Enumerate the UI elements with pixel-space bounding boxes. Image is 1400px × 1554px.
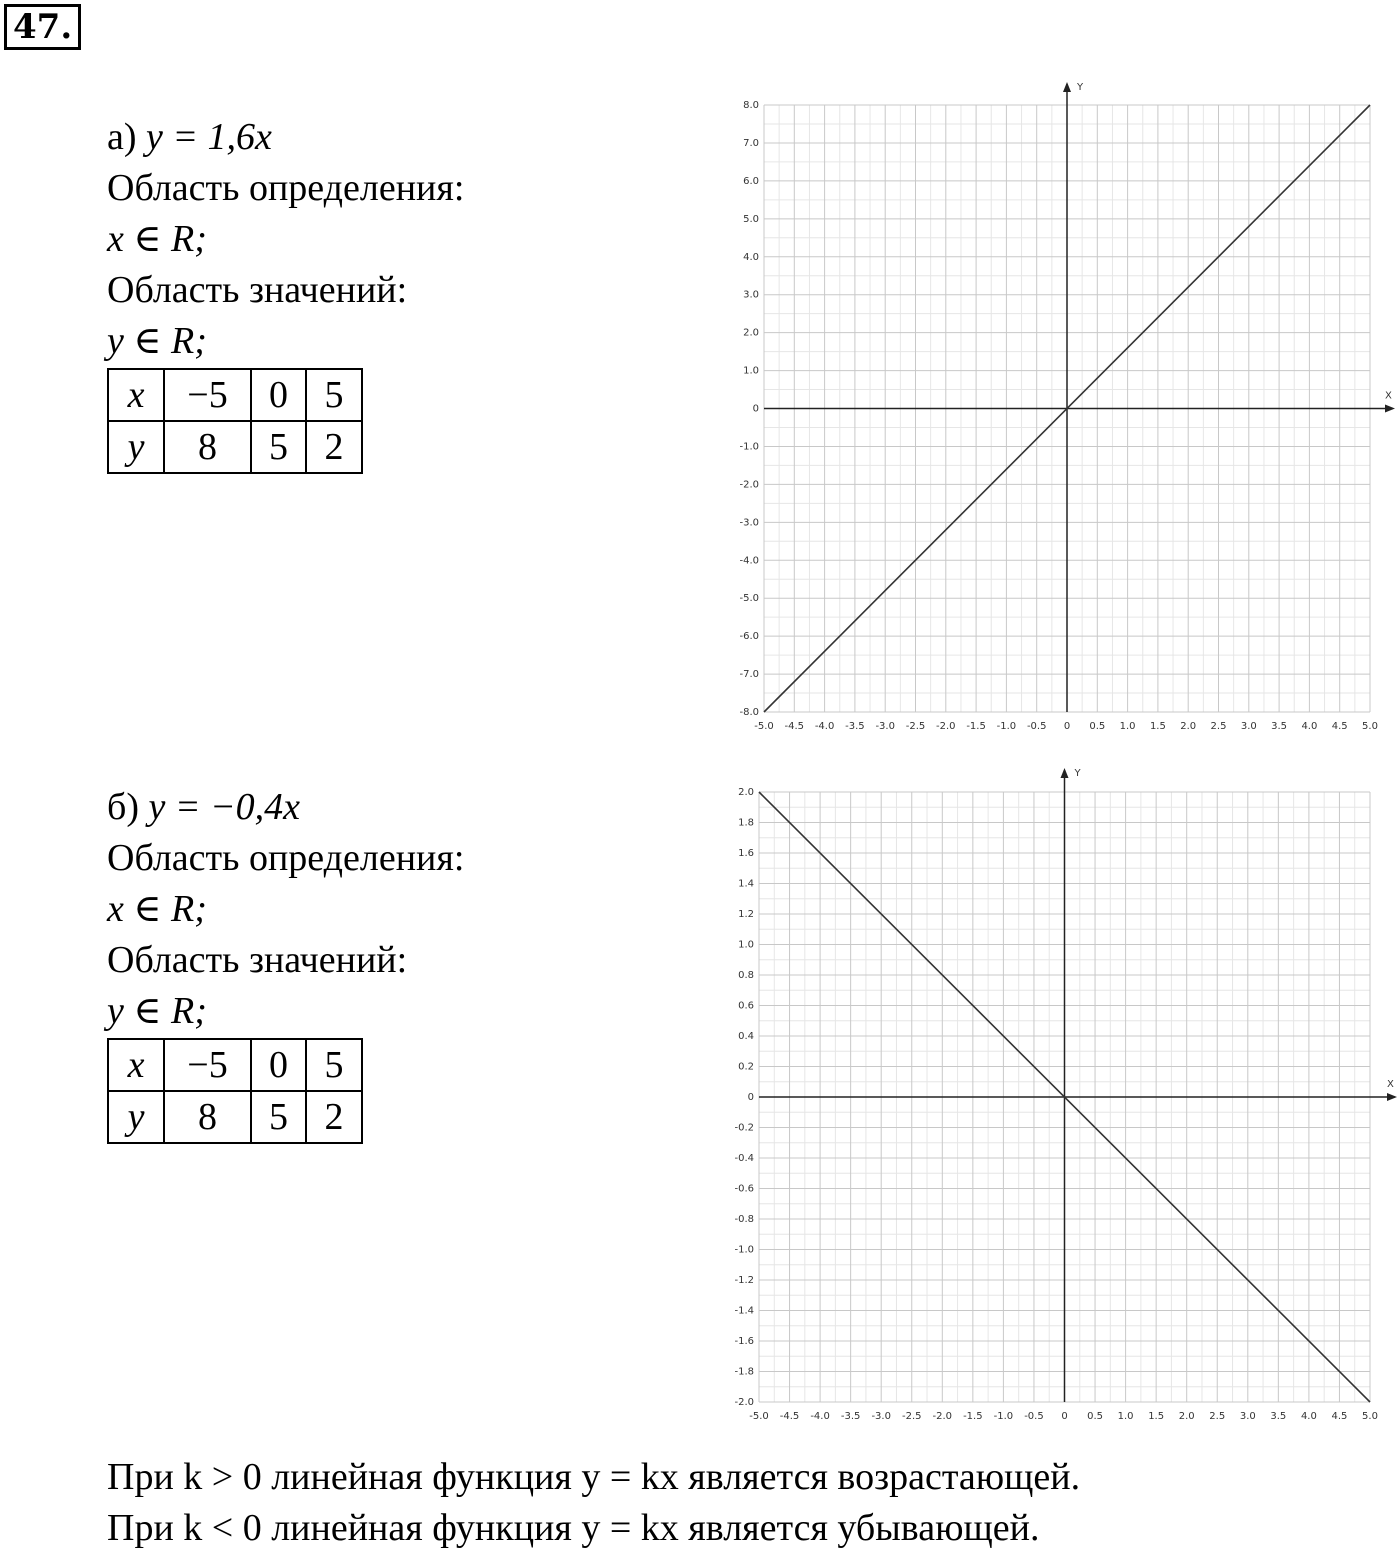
y-axis-label: Y: [1077, 82, 1084, 93]
table-cell: 2: [306, 1091, 362, 1143]
table-cell: 5: [306, 369, 362, 421]
x-tick-label: 1.0: [1119, 721, 1136, 732]
table-cell: 5: [251, 1091, 306, 1143]
x-tick-label: 5.0: [1362, 1411, 1378, 1422]
y-tick-label: -1.6: [734, 1336, 754, 1347]
x-tick-label: -3.5: [845, 721, 865, 732]
y-tick-label: 6.0: [743, 175, 759, 187]
y-tick-label: 2.0: [743, 327, 759, 339]
y-tick-label: -1.4: [734, 1305, 754, 1317]
x-tick-label: 3.0: [1239, 1411, 1256, 1422]
y-tick-label: -1.0: [739, 441, 759, 453]
y-tick-label: 0.2: [738, 1061, 754, 1073]
table-cell: −5: [164, 1039, 251, 1091]
y-tick-label: 0.6: [738, 1000, 754, 1012]
x-tick-label: -4.0: [814, 721, 835, 732]
table-header-y: y: [108, 1091, 164, 1143]
part-b-range-value: y ∈ R;: [107, 990, 207, 1032]
y-tick-label: 1.2: [738, 909, 754, 920]
y-tick-label: 5.0: [743, 213, 759, 225]
table-cell: 5: [306, 1039, 362, 1091]
y-tick-label: 1.0: [738, 939, 754, 951]
x-tick-label: -3.0: [871, 1411, 891, 1422]
x-tick-label: -1.0: [993, 1411, 1014, 1422]
table-header-x: x: [108, 1039, 164, 1091]
table-header-x: x: [108, 369, 164, 421]
table-cell: 2: [306, 421, 362, 473]
x-tick-label: 0.5: [1089, 721, 1106, 732]
x-axis-arrow-icon: [1387, 1093, 1397, 1101]
part-a-range-value: y ∈ R;: [107, 320, 207, 362]
y-tick-label: 1.8: [738, 817, 754, 829]
x-tick-label: -1.5: [963, 1411, 983, 1422]
x-axis-label: X: [1385, 390, 1392, 402]
table-cell: 5: [251, 421, 306, 473]
x-tick-label: -4.0: [810, 1411, 830, 1422]
x-tick-label: -3.5: [840, 1411, 861, 1422]
x-tick-label: -1.0: [996, 721, 1017, 732]
part-b-label: б): [107, 786, 139, 828]
x-tick-label: -0.5: [1024, 1411, 1044, 1422]
y-tick-label: 0: [747, 1092, 754, 1103]
x-tick-label: 0: [1063, 721, 1071, 732]
y-tick-label: -3.0: [739, 517, 759, 529]
y-axis-arrow-icon: [1061, 768, 1069, 778]
y-tick-label: 8.0: [743, 100, 759, 111]
y-tick-label: 1.6: [738, 848, 754, 859]
x-tick-label: 1.5: [1149, 721, 1166, 732]
y-tick-label: 3.0: [743, 289, 759, 301]
x-tick-label: 0.5: [1087, 1411, 1104, 1422]
y-tick-label: 2.0: [738, 787, 754, 798]
x-tick-label: 3.5: [1271, 721, 1288, 732]
y-tick-label: -8.0: [739, 707, 759, 718]
conclusion-decreasing: При k < 0 линейная функция y = kx является убывающей.: [107, 1507, 1040, 1549]
part-a-range-label: Область значений:: [107, 269, 408, 311]
x-tick-label: -2.0: [936, 721, 956, 732]
part-a-label: а): [107, 116, 137, 158]
x-tick-label: -5.0: [754, 721, 774, 732]
y-tick-label: -1.0: [734, 1244, 754, 1256]
x-tick-label: -5.0: [749, 1411, 769, 1422]
x-tick-label: 0: [1061, 1411, 1068, 1422]
x-tick-label: -2.0: [932, 1411, 953, 1422]
x-tick-label: 1.0: [1117, 1411, 1134, 1422]
part-b-domain-value: x ∈ R;: [107, 888, 207, 930]
part-a-domain-value: x ∈ R;: [107, 218, 207, 260]
x-tick-label: -4.5: [779, 1411, 800, 1422]
y-tick-label: 1.0: [743, 365, 759, 377]
x-tick-label: 4.5: [1331, 1411, 1348, 1422]
x-tick-label: -0.5: [1026, 721, 1047, 732]
y-tick-label: -7.0: [739, 669, 759, 681]
x-tick-label: -2.5: [901, 1411, 922, 1422]
y-tick-label: 1.4: [738, 878, 754, 890]
x-tick-label: 2.5: [1209, 1411, 1226, 1422]
conclusion-increasing: При k > 0 линейная функция y = kx является возрастающей.: [107, 1456, 1081, 1498]
table-cell: 0: [251, 369, 306, 421]
x-tick-label: 4.5: [1331, 721, 1348, 732]
x-tick-label: -1.5: [966, 721, 986, 732]
y-tick-label: -2.0: [734, 1397, 754, 1408]
y-tick-label: 0.4: [738, 1031, 754, 1042]
x-tick-label: -4.5: [784, 721, 805, 732]
x-tick-label: 1.5: [1148, 1411, 1165, 1422]
y-axis-label: Y: [1074, 768, 1081, 779]
part-b-formula: y = −0,4x: [148, 786, 301, 828]
y-tick-label: -6.0: [739, 631, 759, 643]
table-header-y: y: [108, 421, 164, 473]
y-tick-label: 0.8: [738, 970, 754, 981]
x-tick-label: 3.5: [1270, 1411, 1287, 1422]
part-b-domain-label: Область определения:: [107, 837, 465, 879]
problem-number: 47.: [4, 4, 81, 50]
x-tick-label: 4.0: [1300, 1411, 1317, 1422]
x-axis-label: X: [1387, 1079, 1394, 1090]
part-a-formula: y = 1,6x: [146, 116, 272, 158]
y-tick-label: -1.2: [734, 1275, 754, 1286]
y-tick-label: -0.8: [734, 1214, 754, 1225]
x-tick-label: -2.5: [905, 721, 926, 732]
y-tick-label: -5.0: [739, 593, 759, 605]
table-cell: 8: [164, 421, 251, 473]
y-tick-label: 0: [752, 403, 759, 415]
y-tick-label: -4.0: [739, 555, 759, 567]
x-tick-label: 3.0: [1240, 721, 1257, 732]
x-tick-label: 2.0: [1180, 721, 1197, 732]
y-tick-label: 7.0: [743, 137, 759, 149]
x-tick-label: 2.5: [1210, 721, 1227, 732]
x-tick-label: 2.0: [1178, 1411, 1195, 1422]
y-tick-label: 4.0: [743, 251, 759, 263]
part-b-range-label: Область значений:: [107, 939, 408, 981]
y-tick-label: -0.6: [734, 1183, 754, 1195]
part-a-domain-label: Область определения:: [107, 167, 465, 209]
y-tick-label: -2.0: [739, 479, 759, 491]
y-tick-label: -0.2: [734, 1122, 754, 1134]
x-tick-label: 4.0: [1301, 721, 1318, 732]
table-cell: −5: [164, 369, 251, 421]
table-cell: 8: [164, 1091, 251, 1143]
x-tick-label: -3.0: [875, 721, 895, 732]
x-tick-label: 5.0: [1362, 721, 1378, 732]
y-tick-label: -1.8: [734, 1366, 754, 1378]
table-cell: 0: [251, 1039, 306, 1091]
y-tick-label: -0.4: [734, 1153, 754, 1164]
